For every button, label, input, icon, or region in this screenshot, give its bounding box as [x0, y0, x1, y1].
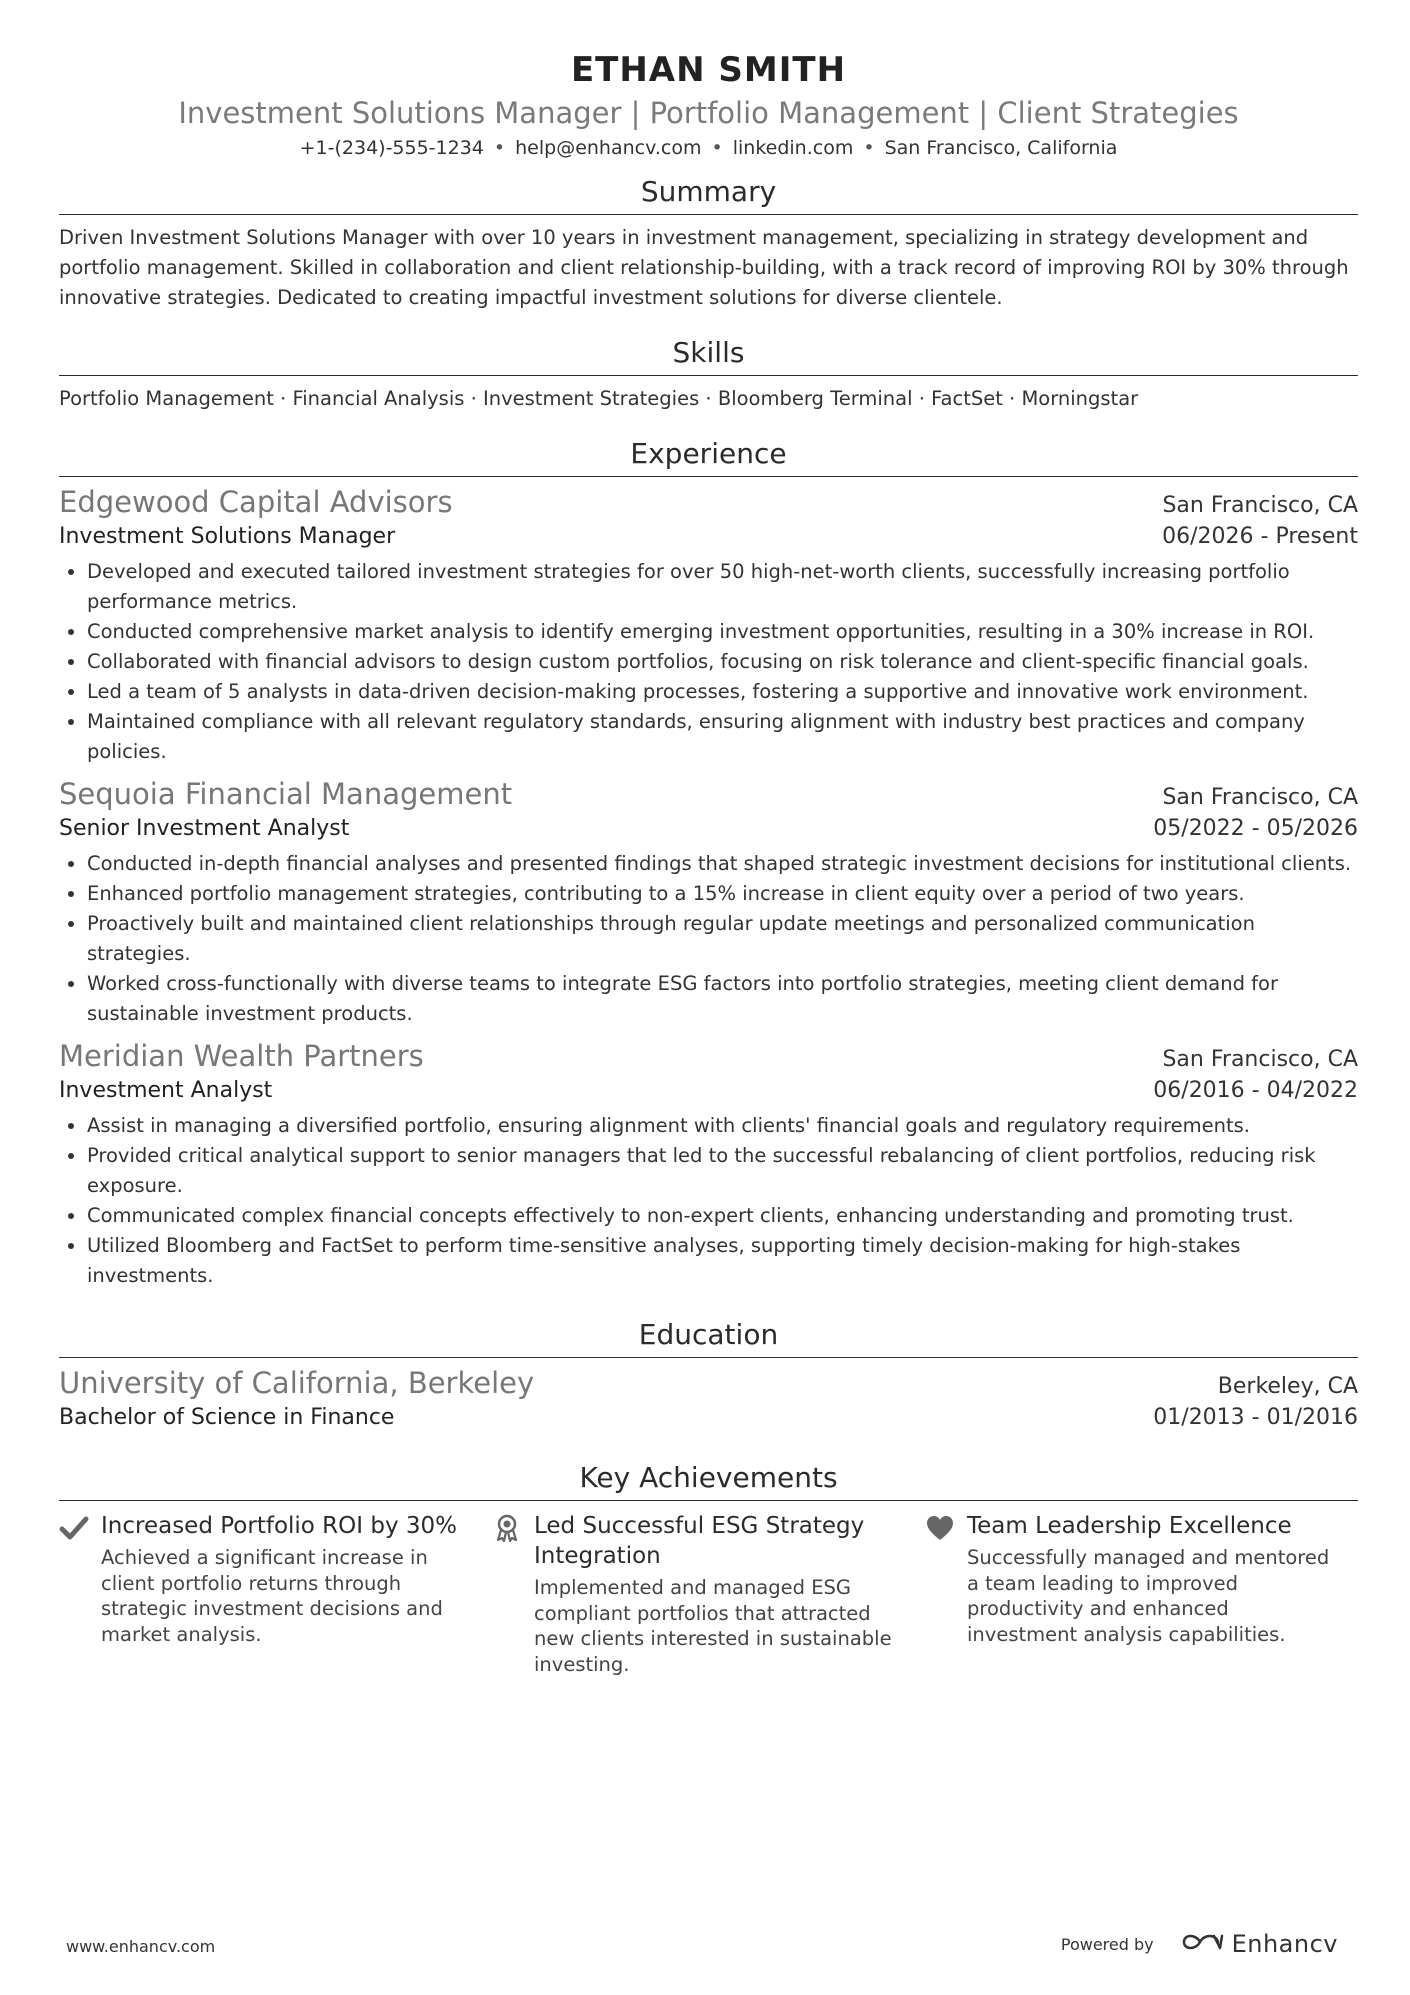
achievement-desc: Implemented and managed ESG compliant portfolios that attracted new clients interested in sustainable investing. — [534, 1576, 892, 1676]
achievements-grid — [59, 1511, 1358, 1677]
section-title-summary: Summary — [59, 174, 1358, 215]
section-title-education: Education — [59, 1317, 1358, 1358]
job-bullet: • Collaborated with financial advisors to design custom portfolios, focusing on risk tolerance and client-specific financial goals. — [87, 647, 1358, 677]
job-dates: 06/2026 - Present — [1162, 524, 1358, 549]
resume-content — [59, 46, 1358, 1677]
skills-section — [59, 335, 1358, 414]
achievement-title: Led Successful ESG Strategy Integration — [534, 1513, 865, 1569]
education-location: Berkeley, CA — [1217, 1374, 1358, 1399]
summary-text: Driven Investment Solutions Manager with over 10 years in investment management, specializing in strategy development and portfolio management. Skilled in collaboration and client relationship-building, with a track record of improving ROI by 30% through innovative strategies. Dedicated to creating impactful investment solutions for diverse clientele. — [59, 226, 1349, 309]
contact-location: San Francisco, California — [884, 137, 1118, 159]
achievement-item — [492, 1511, 925, 1677]
job-bullet: • Worked cross-functionally with diverse teams to integrate ESG factors into portfolio strategies, meeting client demand for sustainable investment products. — [87, 969, 1358, 1029]
job-bullet: • Conducted comprehensive market analysis to identify emerging investment opportunities, resulting in a 30% increase in ROI. — [87, 617, 1358, 647]
achievement-title: Team Leadership Excellence — [967, 1513, 1292, 1539]
job-location: San Francisco, CA — [1162, 1047, 1358, 1072]
achievement-item — [925, 1511, 1358, 1677]
section-title-skills: Skills — [59, 335, 1358, 376]
job-bullet: • Communicated complex financial concepts effectively to non-expert clients, enhancing understanding and promoting trust. — [87, 1201, 1358, 1231]
education-school: University of California, Berkeley — [59, 1366, 535, 1400]
skills-list: Portfolio Management · Financial Analysis · Investment Strategies · Bloomberg Terminal · FactSet · Morningstar — [59, 387, 1139, 410]
job-entry — [59, 775, 1358, 1029]
contact-separator: • — [863, 137, 875, 159]
section-title-experience: Experience — [59, 436, 1358, 477]
footer-branding — [1061, 1930, 1338, 1958]
job-bullets — [59, 849, 1358, 1029]
contact-line — [59, 134, 1358, 162]
job-bullet: • Assist in managing a diversified portfolio, ensuring alignment with clients' financial goals and regulatory requirements. — [87, 1111, 1358, 1141]
contact-separator: • — [711, 137, 723, 159]
job-role: Investment Analyst — [59, 1078, 273, 1103]
education-dates: 01/2013 - 01/2016 — [1153, 1405, 1358, 1430]
job-bullet: • Utilized Bloomberg and FactSet to perform time-sensitive analyses, supporting timely decision-making for high-stakes investments. — [87, 1231, 1358, 1291]
enhancv-logo-icon — [1180, 1930, 1224, 1958]
job-company: Meridian Wealth Partners — [59, 1039, 424, 1073]
job-bullet: • Conducted in-depth financial analyses and presented findings that shaped strategic investment decisions for institutional clients. — [87, 849, 1358, 879]
job-entry — [59, 483, 1358, 767]
job-bullet: • Enhanced portfolio management strategies, contributing to a 15% increase in client equity over a period of two years. — [87, 879, 1358, 909]
job-bullet: • Developed and executed tailored investment strategies for over 50 high-net-worth clients, successfully increasing portfolio performance metrics. — [87, 557, 1358, 617]
contact-separator: • — [493, 137, 506, 159]
contact-email[interactable]: help@enhancv.com — [515, 137, 702, 159]
job-entry — [59, 1037, 1358, 1291]
job-company: Edgewood Capital Advisors — [59, 485, 453, 519]
job-bullet: • Led a team of 5 analysts in data-driven decision-making processes, fostering a supportive and innovative work environment. — [87, 677, 1358, 707]
job-bullets — [59, 557, 1358, 767]
job-dates: 05/2022 - 05/2026 — [1153, 816, 1358, 841]
job-location: San Francisco, CA — [1162, 785, 1358, 810]
education-degree: Bachelor of Science in Finance — [59, 1405, 395, 1430]
job-dates: 06/2016 - 04/2022 — [1153, 1078, 1358, 1103]
brand-name: Enhancv — [1231, 1930, 1338, 1958]
job-bullet: • Provided critical analytical support to senior managers that led to the successful rebalancing of client portfolios, reducing risk exposure. — [87, 1141, 1358, 1201]
job-bullets — [59, 1111, 1358, 1291]
job-role: Investment Solutions Manager — [59, 524, 396, 549]
summary-section — [59, 174, 1358, 313]
checkmark-icon — [59, 1513, 93, 1547]
achievement-title: Increased Portfolio ROI by 30% — [101, 1513, 457, 1539]
contact-phone: +1-(234)-555-1234 — [299, 137, 484, 159]
achievement-desc: Achieved a significant increase in client portfolio returns through strategic investment decisions and market analysis. — [101, 1546, 443, 1646]
award-ribbon-icon — [492, 1513, 526, 1547]
achievements-section — [59, 1460, 1358, 1677]
experience-section — [59, 436, 1358, 1291]
achievement-desc: Successfully managed and mentored a team leading to improved productivity and enhanced investment analysis capabilities. — [967, 1546, 1330, 1646]
job-location: San Francisco, CA — [1162, 493, 1358, 518]
job-bullet: • Maintained compliance with all relevant regulatory standards, ensuring alignment with industry best practices and company policies. — [87, 707, 1358, 767]
education-entry — [59, 1364, 1358, 1434]
achievement-item — [59, 1511, 492, 1677]
education-section — [59, 1317, 1358, 1434]
job-company: Sequoia Financial Management — [59, 777, 513, 811]
job-bullet: • Proactively built and maintained client relationships through regular update meetings and personalized communication strategies. — [87, 909, 1358, 969]
section-title-achievements: Key Achievements — [59, 1460, 1358, 1501]
candidate-name: ETHAN SMITH — [570, 50, 847, 90]
powered-by-label: Powered by — [1060, 1934, 1154, 1954]
job-role: Senior Investment Analyst — [59, 816, 350, 841]
heart-icon — [925, 1513, 959, 1547]
footer-website[interactable]: www.enhancv.com — [66, 1937, 216, 1956]
candidate-headline: Investment Solutions Manager | Portfolio Management | Client Strategies — [178, 96, 1239, 130]
contact-linkedin[interactable]: linkedin.com — [732, 137, 854, 159]
